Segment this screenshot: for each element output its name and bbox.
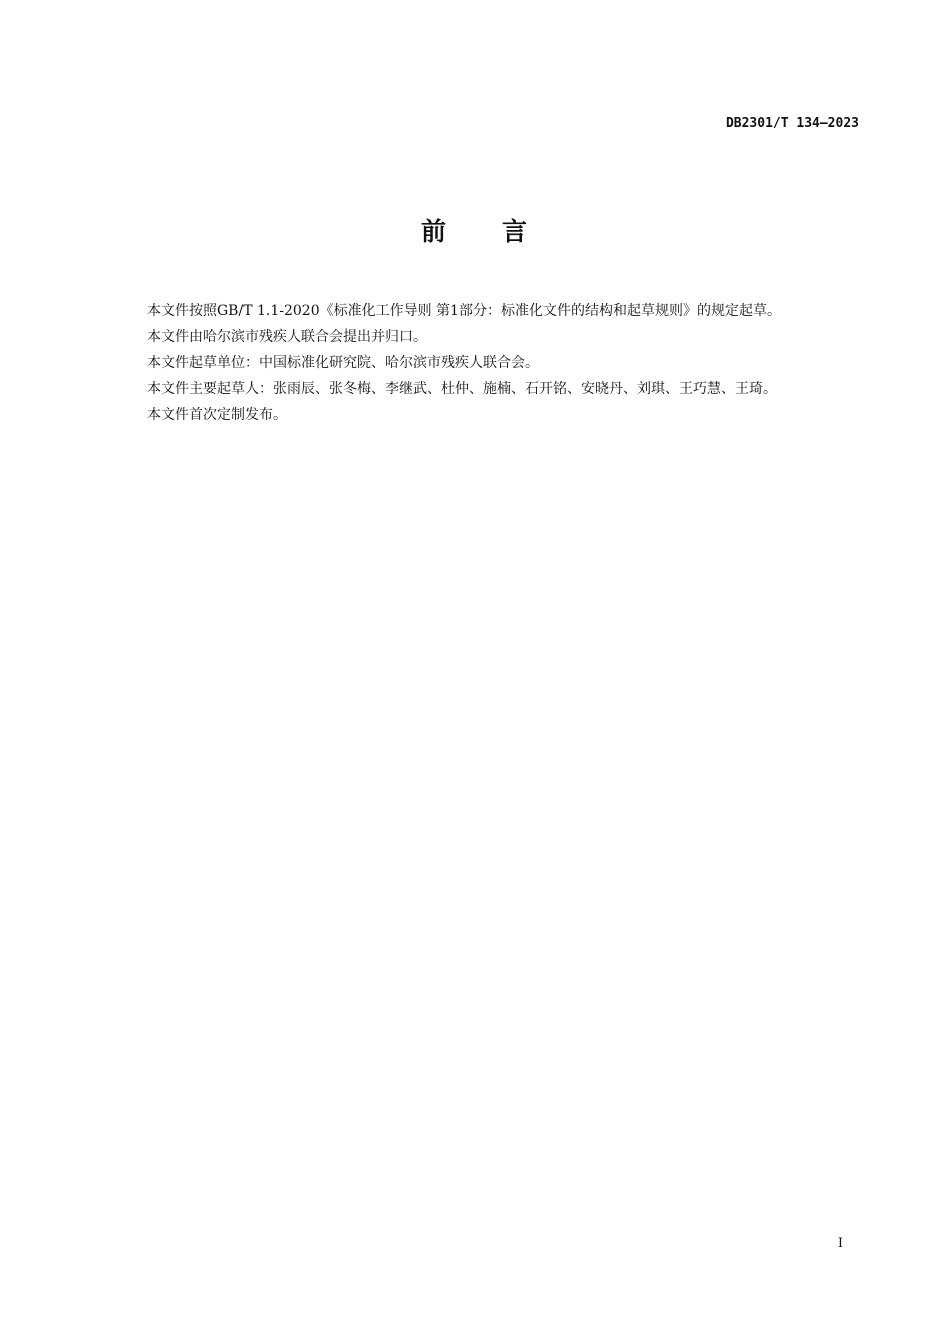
document-code: DB2301/T 134—2023 (725, 116, 859, 131)
page-title: 前 言 (420, 217, 529, 246)
paragraph-proposer: 本文件由哈尔滨市残疾人联合会提出并归口。 (147, 329, 427, 345)
paragraph-drafting-rules: 本文件按照GB/T 1.1-2020《标准化工作导则 第1部分：标准化文件的结构和起草规则》的规定起草。 (147, 303, 781, 319)
page-number: I (837, 1236, 843, 1251)
paragraph-first-release: 本文件首次定制发布。 (147, 407, 287, 423)
paragraph-drafters: 本文件主要起草人：张雨辰、张冬梅、李继武、杜仲、施楠、石开铭、安晓丹、刘琪、王巧慧、王琦。 (147, 381, 777, 397)
paragraph-drafting-units: 本文件起草单位：中国标准化研究院、哈尔滨市残疾人联合会。 (147, 355, 539, 371)
foreword-body (114, 298, 860, 428)
